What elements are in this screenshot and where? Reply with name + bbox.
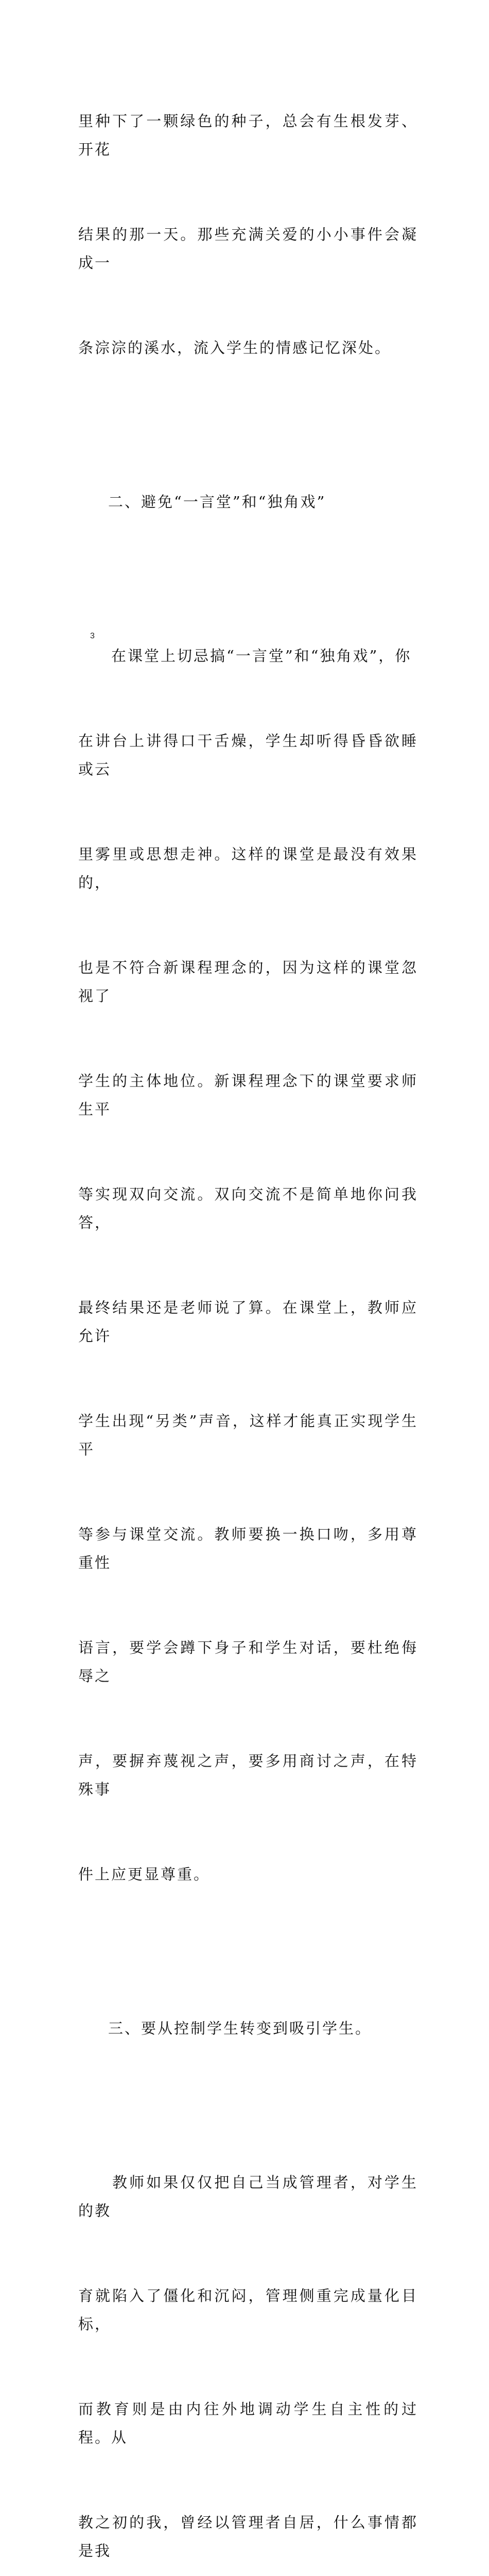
text-line: 在课堂上切忌搞“一言堂”和“独角戏”，你 (78, 647, 412, 665)
text-line: 育就陷入了僵化和沉闷，管理侧重完成量化目标， (78, 2287, 418, 2333)
heading-text: 三、要从控制学生转变到吸引学生。 (108, 2020, 372, 2037)
heading-text: 二、避免“一言堂”和“独角戏” (108, 493, 326, 511)
text-line: 里雾里或思想走神。这样的课堂是最没有效果的， (78, 845, 418, 891)
text-line: 声，要摒弃蔑视之声，要多用商讨之声，在特殊事 (78, 1752, 418, 1798)
text-line: 最终结果还是老师说了算。在课堂上，教师应允许 (78, 1299, 418, 1345)
text-line: 里种下了一颗绿色的种子，总会有生根发芽、开花 (78, 112, 418, 158)
section-heading-2 (78, 431, 418, 573)
text-line: 语言，要学会蹲下身子和学生对话，要杜绝侮辱之 (78, 1639, 418, 1685)
document-body (78, 50, 418, 2576)
paragraph-continuation (78, 50, 418, 419)
text-line: 教师如果仅仅把自己当成管理者，对学生的教 (78, 2174, 418, 2219)
text-line: 学生出现“另类”声音，这样才能真正实现学生平 (78, 1412, 418, 1458)
text-line: 件上应更显尊重。 (78, 1866, 211, 1883)
text-line: 结果的那一天。那些充满关爱的小小事件会凝成一 (78, 226, 418, 272)
text-line: 教之初的我，曾经以管理者自居，什么事情都是我 (78, 2514, 418, 2560)
section-heading-3 (78, 1958, 418, 2099)
text-line: 也是不符合新课程理念的，因为这样的课堂忽视了 (78, 959, 418, 1005)
text-line: 学生的主体地位。新课程理念下的课堂要求师生平 (78, 1072, 418, 1118)
paragraph-classroom (78, 585, 418, 1945)
text-line: 等实现双向交流。双向交流不是简单地你问我答， (78, 1185, 418, 1231)
text-line: 在讲台上讲得口干舌燥，学生却听得昏昏欲睡或云 (78, 732, 418, 778)
paragraph-teacher-role (78, 2112, 418, 2576)
text-line: 条淙淙的溪水，流入学生的情感记忆深处。 (78, 339, 392, 357)
text-line: 而教育则是由内往外地调动学生自主性的过程。从 (78, 2400, 418, 2446)
text-line: 等参与课堂交流。教师要换一换口吻，多用尊重性 (78, 1526, 418, 1571)
page-number: 3 (90, 632, 95, 640)
